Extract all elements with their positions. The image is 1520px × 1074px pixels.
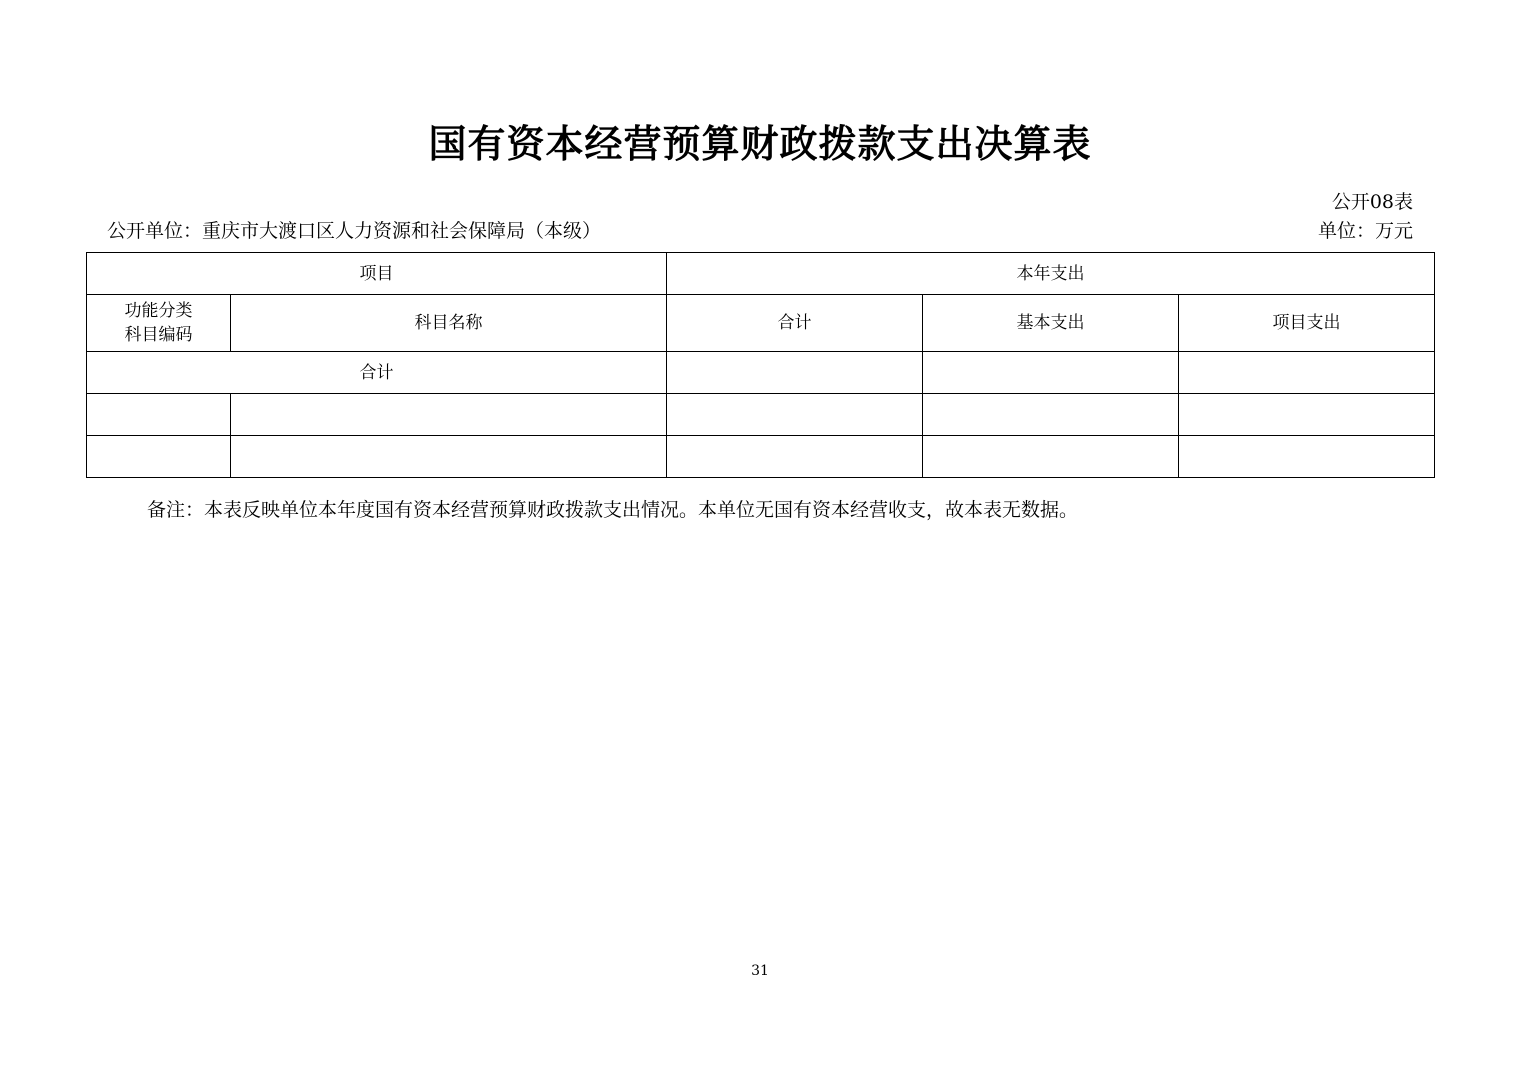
total-row-project (1179, 352, 1435, 394)
header-basic-expenditure: 基本支出 (923, 295, 1179, 352)
header-total: 合计 (667, 295, 923, 352)
row-basic (923, 394, 1179, 436)
row-total (667, 394, 923, 436)
header-function-code (87, 295, 231, 352)
table-header-row-2 (87, 295, 1435, 352)
row-total (667, 436, 923, 478)
currency-unit: 单位：万元 (1317, 220, 1413, 242)
table-row (87, 394, 1435, 436)
row-project (1179, 394, 1435, 436)
publisher-unit: 公开单位：重庆市大渡口区人力资源和社会保障局（本级） (107, 220, 602, 242)
page-title: 国有资本经营预算财政拨款支出决算表 (428, 122, 1092, 166)
table-header-row-1 (87, 253, 1435, 295)
header-current-year-expenditure: 本年支出 (667, 253, 1435, 295)
table-row (87, 436, 1435, 478)
table-number: 公开08表 (1331, 191, 1413, 213)
header-function-code-line1: 功能分类 (124, 301, 193, 321)
row-name (231, 394, 667, 436)
header-project-expenditure: 项目支出 (1179, 295, 1435, 352)
row-project (1179, 436, 1435, 478)
row-code (87, 436, 231, 478)
table-note: 备注：本表反映单位本年度国有资本经营预算财政拨款支出情况。本单位无国有资本经营收支，故本表无数据。 (147, 499, 1079, 521)
total-row-total (667, 352, 923, 394)
header-project: 项目 (87, 253, 667, 295)
header-subject-name: 科目名称 (231, 295, 667, 352)
total-row (87, 352, 1435, 394)
page-number: 31 (751, 963, 769, 979)
total-row-label: 合计 (87, 352, 667, 394)
row-code (87, 394, 231, 436)
header-function-code-line2: 科目编码 (124, 325, 193, 345)
row-basic (923, 436, 1179, 478)
row-name (231, 436, 667, 478)
expenditure-table (86, 252, 1435, 478)
total-row-basic (923, 352, 1179, 394)
